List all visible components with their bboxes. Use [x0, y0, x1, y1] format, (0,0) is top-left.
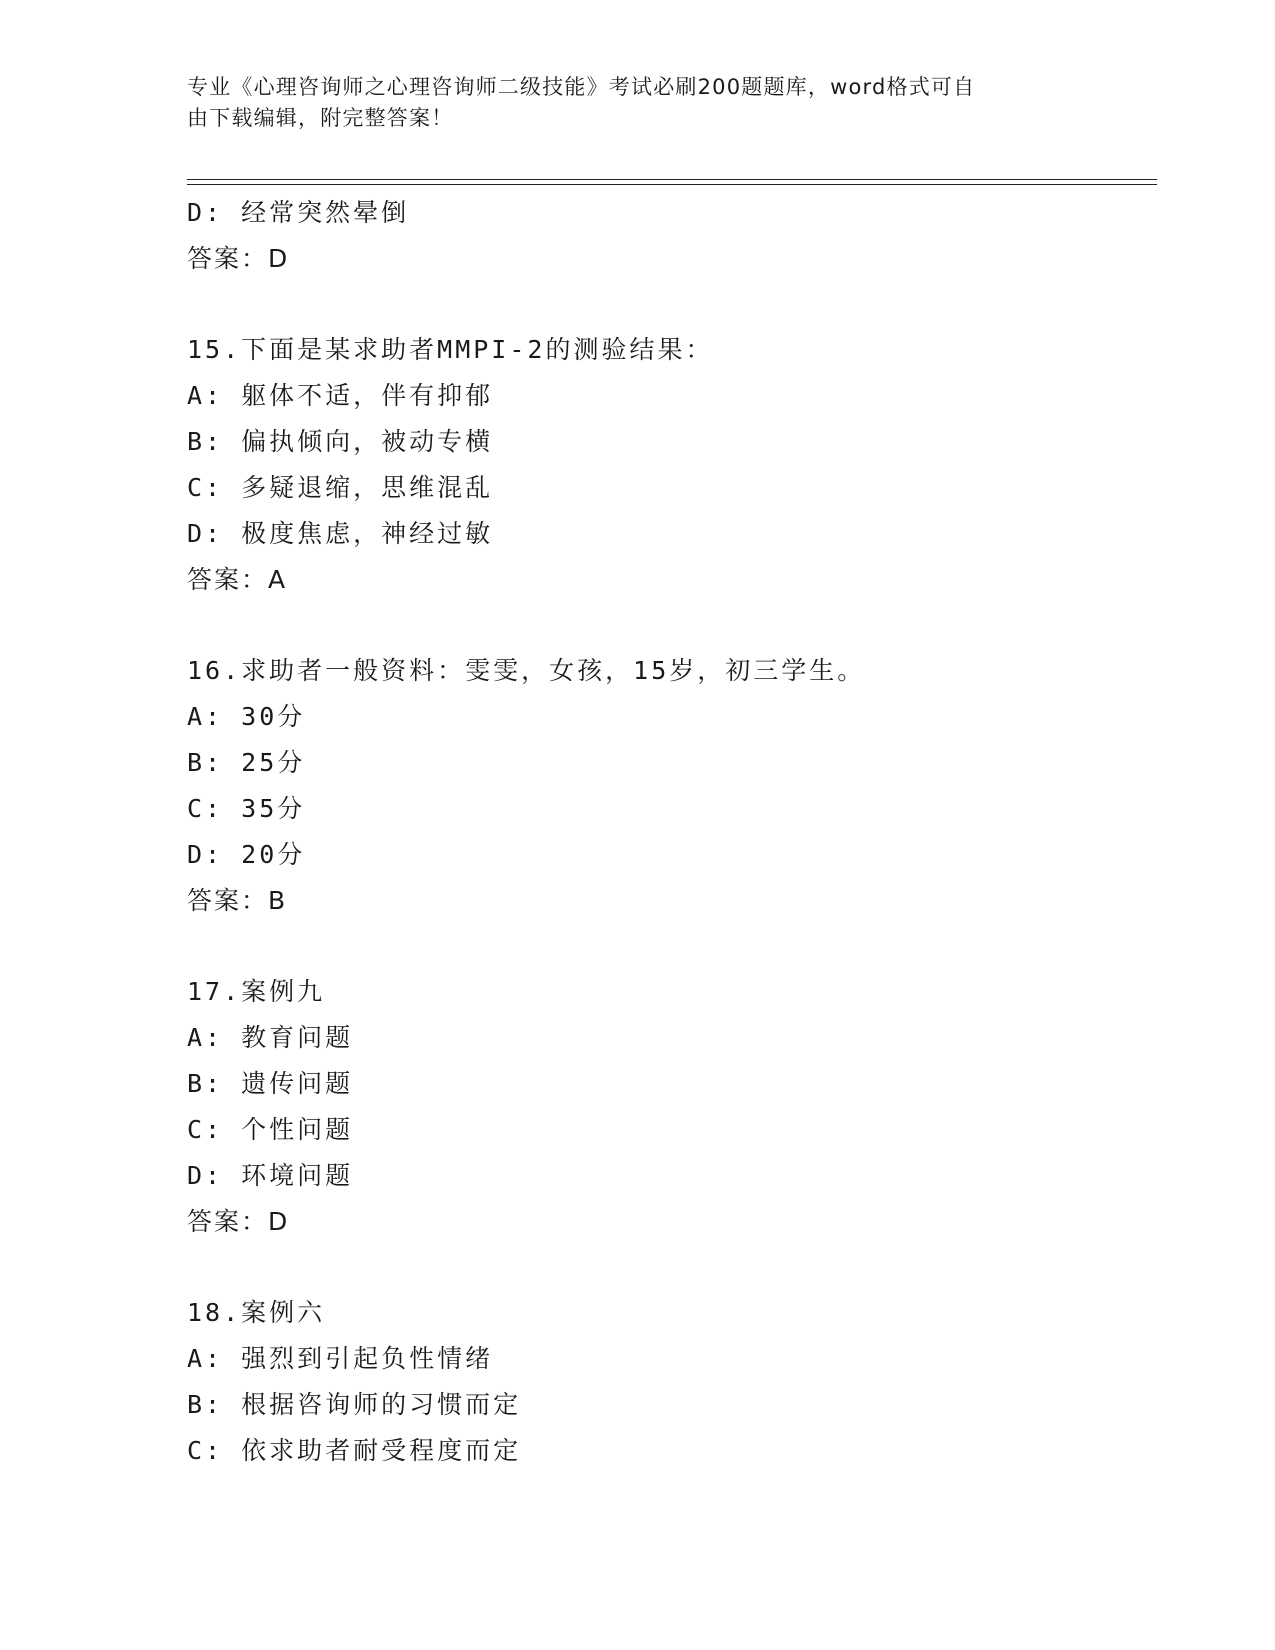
question-16-option-b: B: 25分: [187, 748, 306, 777]
question-15-option-d: D: 极度焦虑，神经过敏: [187, 519, 494, 548]
header-line-2: 由下载编辑，附完整答案！: [187, 106, 454, 130]
question-17-option-b: B: 遗传问题: [187, 1069, 354, 1098]
question-18-stem: 18.案例六: [187, 1298, 326, 1327]
question-15-option-a: A: 躯体不适，伴有抑郁: [187, 381, 494, 410]
question-15-option-b: B: 偏执倾向，被动专横: [187, 427, 494, 456]
question-16-option-d: D: 20分: [187, 840, 306, 869]
question-16-option-a: A: 30分: [187, 702, 306, 731]
header-divider-bottom: [187, 184, 1157, 185]
question-15-stem: 15.下面是某求助者MMPI-2的测验结果：: [187, 335, 714, 364]
partial-option-d: D: 经常突然晕倒: [187, 198, 410, 227]
question-15-answer: 答案：A: [187, 565, 288, 594]
document-header: [187, 72, 1067, 134]
question-16-option-c: C: 35分: [187, 794, 306, 823]
question-17-option-d: D: 环境问题: [187, 1161, 354, 1190]
header-line-1: 专业《心理咨询师之心理咨询师二级技能》考试必刷200题题库，word格式可自: [187, 75, 976, 99]
header-divider-top: [187, 179, 1157, 180]
question-17-option-a: A: 教育问题: [187, 1023, 354, 1052]
question-17-stem: 17.案例九: [187, 977, 326, 1006]
question-list: [187, 190, 1157, 1474]
question-16-answer: 答案：B: [187, 886, 288, 915]
question-16-stem: 16.求助者一般资料：雯雯，女孩，15岁，初三学生。: [187, 656, 866, 685]
question-18-option-a: A: 强烈到引起负性情绪: [187, 1344, 494, 1373]
question-17-option-c: C: 个性问题: [187, 1115, 354, 1144]
question-15-option-c: C: 多疑退缩，思维混乱: [187, 473, 494, 502]
question-18-option-b: B: 根据咨询师的习惯而定: [187, 1390, 522, 1419]
question-17-answer: 答案：D: [187, 1207, 290, 1236]
question-18-option-c: C: 依求助者耐受程度而定: [187, 1436, 522, 1465]
partial-answer: 答案：D: [187, 244, 290, 273]
